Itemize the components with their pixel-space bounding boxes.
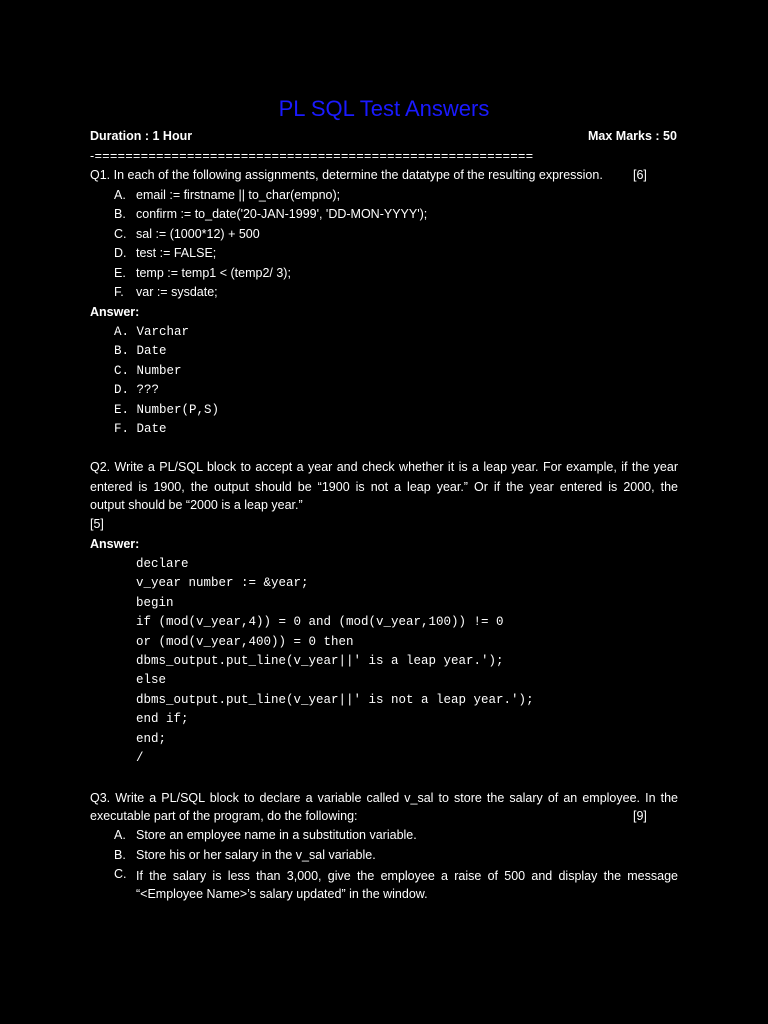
q3-option-label: B.	[114, 848, 126, 862]
code-line: if (mod(v_year,4)) = 0 and (mod(v_year,100)) != 0	[136, 615, 504, 629]
duration-label: Duration : 1 Hour	[90, 129, 193, 143]
code-line: end;	[136, 732, 167, 746]
q1-question: Q1. In each of the following assignments, determine the datatype of the resulting expression.	[90, 168, 603, 182]
code-line: begin	[136, 596, 174, 610]
q3-option-text: “<Employee Name>’s salary updated” in the window.	[136, 887, 428, 901]
q1-option-text: test := FALSE;	[136, 246, 217, 260]
code-line: v_year number := &year;	[136, 576, 309, 590]
code-line: dbms_output.put_line(v_year||' is a leap year.');	[136, 654, 504, 668]
q1-option-text: sal := (1000*12) + 500	[136, 227, 260, 241]
separator-line: -=========================================================	[90, 149, 534, 163]
q3-option-label: C.	[114, 867, 127, 881]
code-line: end if;	[136, 712, 189, 726]
code-line: declare	[136, 557, 189, 571]
q1-answer-item: F. Date	[114, 422, 167, 436]
q1-option-label: F.	[114, 285, 124, 299]
q1-answer-item: D. ???	[114, 383, 160, 397]
code-line: else	[136, 673, 167, 687]
page-title: PL SQL Test Answers	[278, 96, 490, 121]
q3-option-text: Store an employee name in a substitution variable.	[136, 828, 417, 842]
q1-option-text: email := firstname || to_char(empno);	[136, 188, 341, 202]
q1-answer-item: B. Date	[114, 344, 167, 358]
q2-question-line: entered is 1900, the output should be “1900 is not a leap year.” Or if the year entered is 2000, the	[90, 480, 678, 494]
q1-answer-item: C. Number	[114, 364, 182, 378]
code-line: dbms_output.put_line(v_year||' is not a leap year.');	[136, 693, 534, 707]
q1-option-label: B.	[114, 207, 126, 221]
q1-answer-label: Answer:	[90, 305, 140, 319]
code-line: /	[136, 751, 144, 765]
q2-marks: [5]	[90, 517, 104, 531]
q3-question-line: executable part of the program, do the following:	[90, 809, 358, 823]
max-marks-label: Max Marks : 50	[588, 129, 677, 143]
q1-option-label: A.	[114, 188, 126, 202]
q1-option-label: C.	[114, 227, 127, 241]
q1-marks: [6]	[633, 168, 647, 182]
q3-option-label: A.	[114, 828, 126, 842]
q1-option-label: D.	[114, 246, 127, 260]
q2-question-line: Q2. Write a PL/SQL block to accept a year and check whether it is a leap year. For example, if the year	[90, 460, 678, 474]
q3-option-text: If the salary is less than 3,000, give the employee a raise of 500 and display the message	[136, 869, 678, 883]
q2-answer-label: Answer:	[90, 537, 140, 551]
code-line: or (mod(v_year,400)) = 0 then	[136, 635, 354, 649]
q3-option-text: Store his or her salary in the v_sal variable.	[136, 848, 376, 862]
q1-option-text: temp := temp1 < (temp2/ 3);	[136, 266, 291, 280]
q1-option-text: confirm := to_date('20-JAN-1999', 'DD-MON-YYYY');	[136, 207, 428, 221]
q1-answer-item: E. Number(P,S)	[114, 403, 220, 417]
q2-question-line: output should be “2000 is a leap year.”	[90, 498, 303, 512]
q3-question-line: Q3. Write a PL/SQL block to declare a variable called v_sal to store the salary of an employee. In the	[90, 791, 678, 805]
q1-answer-item: A. Varchar	[114, 325, 190, 339]
q1-option-label: E.	[114, 266, 126, 280]
q3-marks: [9]	[633, 809, 647, 823]
q1-option-text: var := sysdate;	[136, 285, 218, 299]
